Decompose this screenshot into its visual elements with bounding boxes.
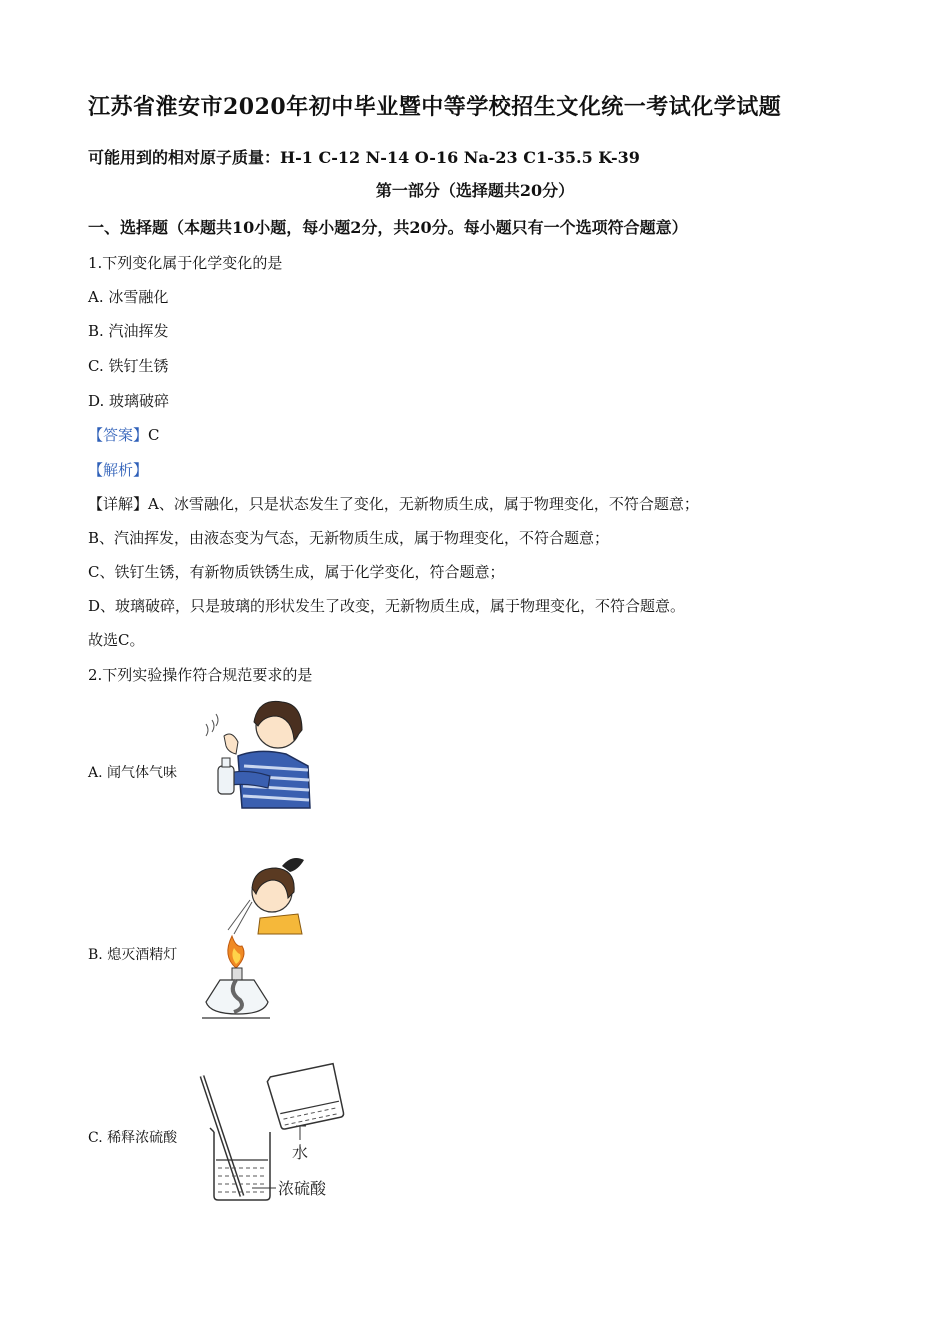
question-2-stem: 2.下列实验操作符合规范要求的是 bbox=[88, 666, 313, 684]
q2-option-a-label: A. 闻气体气味 bbox=[88, 765, 178, 781]
q2-option-c-label: C. 稀释浓硫酸 bbox=[88, 1130, 178, 1146]
answer-value: C bbox=[148, 426, 160, 444]
answer-tag: 【答案】 bbox=[88, 426, 149, 444]
q1-detail-line: C、铁钉生锈，有新物质铁锈生成，属于化学变化，符合题意； bbox=[88, 563, 505, 581]
acid-label: 浓硫酸 bbox=[278, 1179, 327, 1198]
dilute-acid-illustration bbox=[196, 1060, 361, 1205]
q1-option-c: C. 铁钉生锈 bbox=[88, 357, 169, 375]
q2-option-b-label: B. 熄灭酒精灯 bbox=[88, 947, 178, 963]
question-1-stem: 1.下列变化属于化学变化的是 bbox=[88, 254, 283, 272]
part-heading: 第一部分（选择题共20分） bbox=[375, 181, 575, 200]
alcohol-lamp-illustration bbox=[198, 852, 313, 1024]
q1-conclusion: 故选C。 bbox=[88, 631, 145, 649]
q1-option-b: B. 汽油挥发 bbox=[88, 322, 169, 340]
water-label: 水 bbox=[292, 1143, 309, 1162]
q1-answer bbox=[88, 424, 160, 445]
smell-gas-illustration bbox=[198, 696, 313, 808]
q1-analysis-tag: 【解析】 bbox=[88, 461, 149, 479]
q1-option-d: D. 玻璃破碎 bbox=[88, 392, 170, 410]
q1-option-a: A. 冰雪融化 bbox=[88, 288, 169, 306]
page-title: 江苏省淮安市2020年初中毕业暨中等学校招生文化统一考试化学试题 bbox=[88, 94, 782, 120]
q1-detail-line: B、汽油挥发，由液态变为气态，无新物质生成，属于物理变化，不符合题意； bbox=[88, 529, 610, 547]
atomic-masses: 可能用到的相对原子质量：H-1 C-12 N-14 O-16 Na-23 C1-35.5 K-39 bbox=[88, 148, 640, 167]
q1-detail-line: D、玻璃破碎，只是玻璃的形状发生了改变，无新物质生成，属于物理变化，不符合题意。 bbox=[88, 597, 686, 615]
q1-detail-line: 【详解】A、冰雪融化，只是状态发生了变化，无新物质生成，属于物理变化，不符合题意； bbox=[88, 495, 699, 513]
section-heading: 一、选择题（本题共10小题，每小题2分，共20分。每小题只有一个选项符合题意） bbox=[88, 218, 688, 237]
